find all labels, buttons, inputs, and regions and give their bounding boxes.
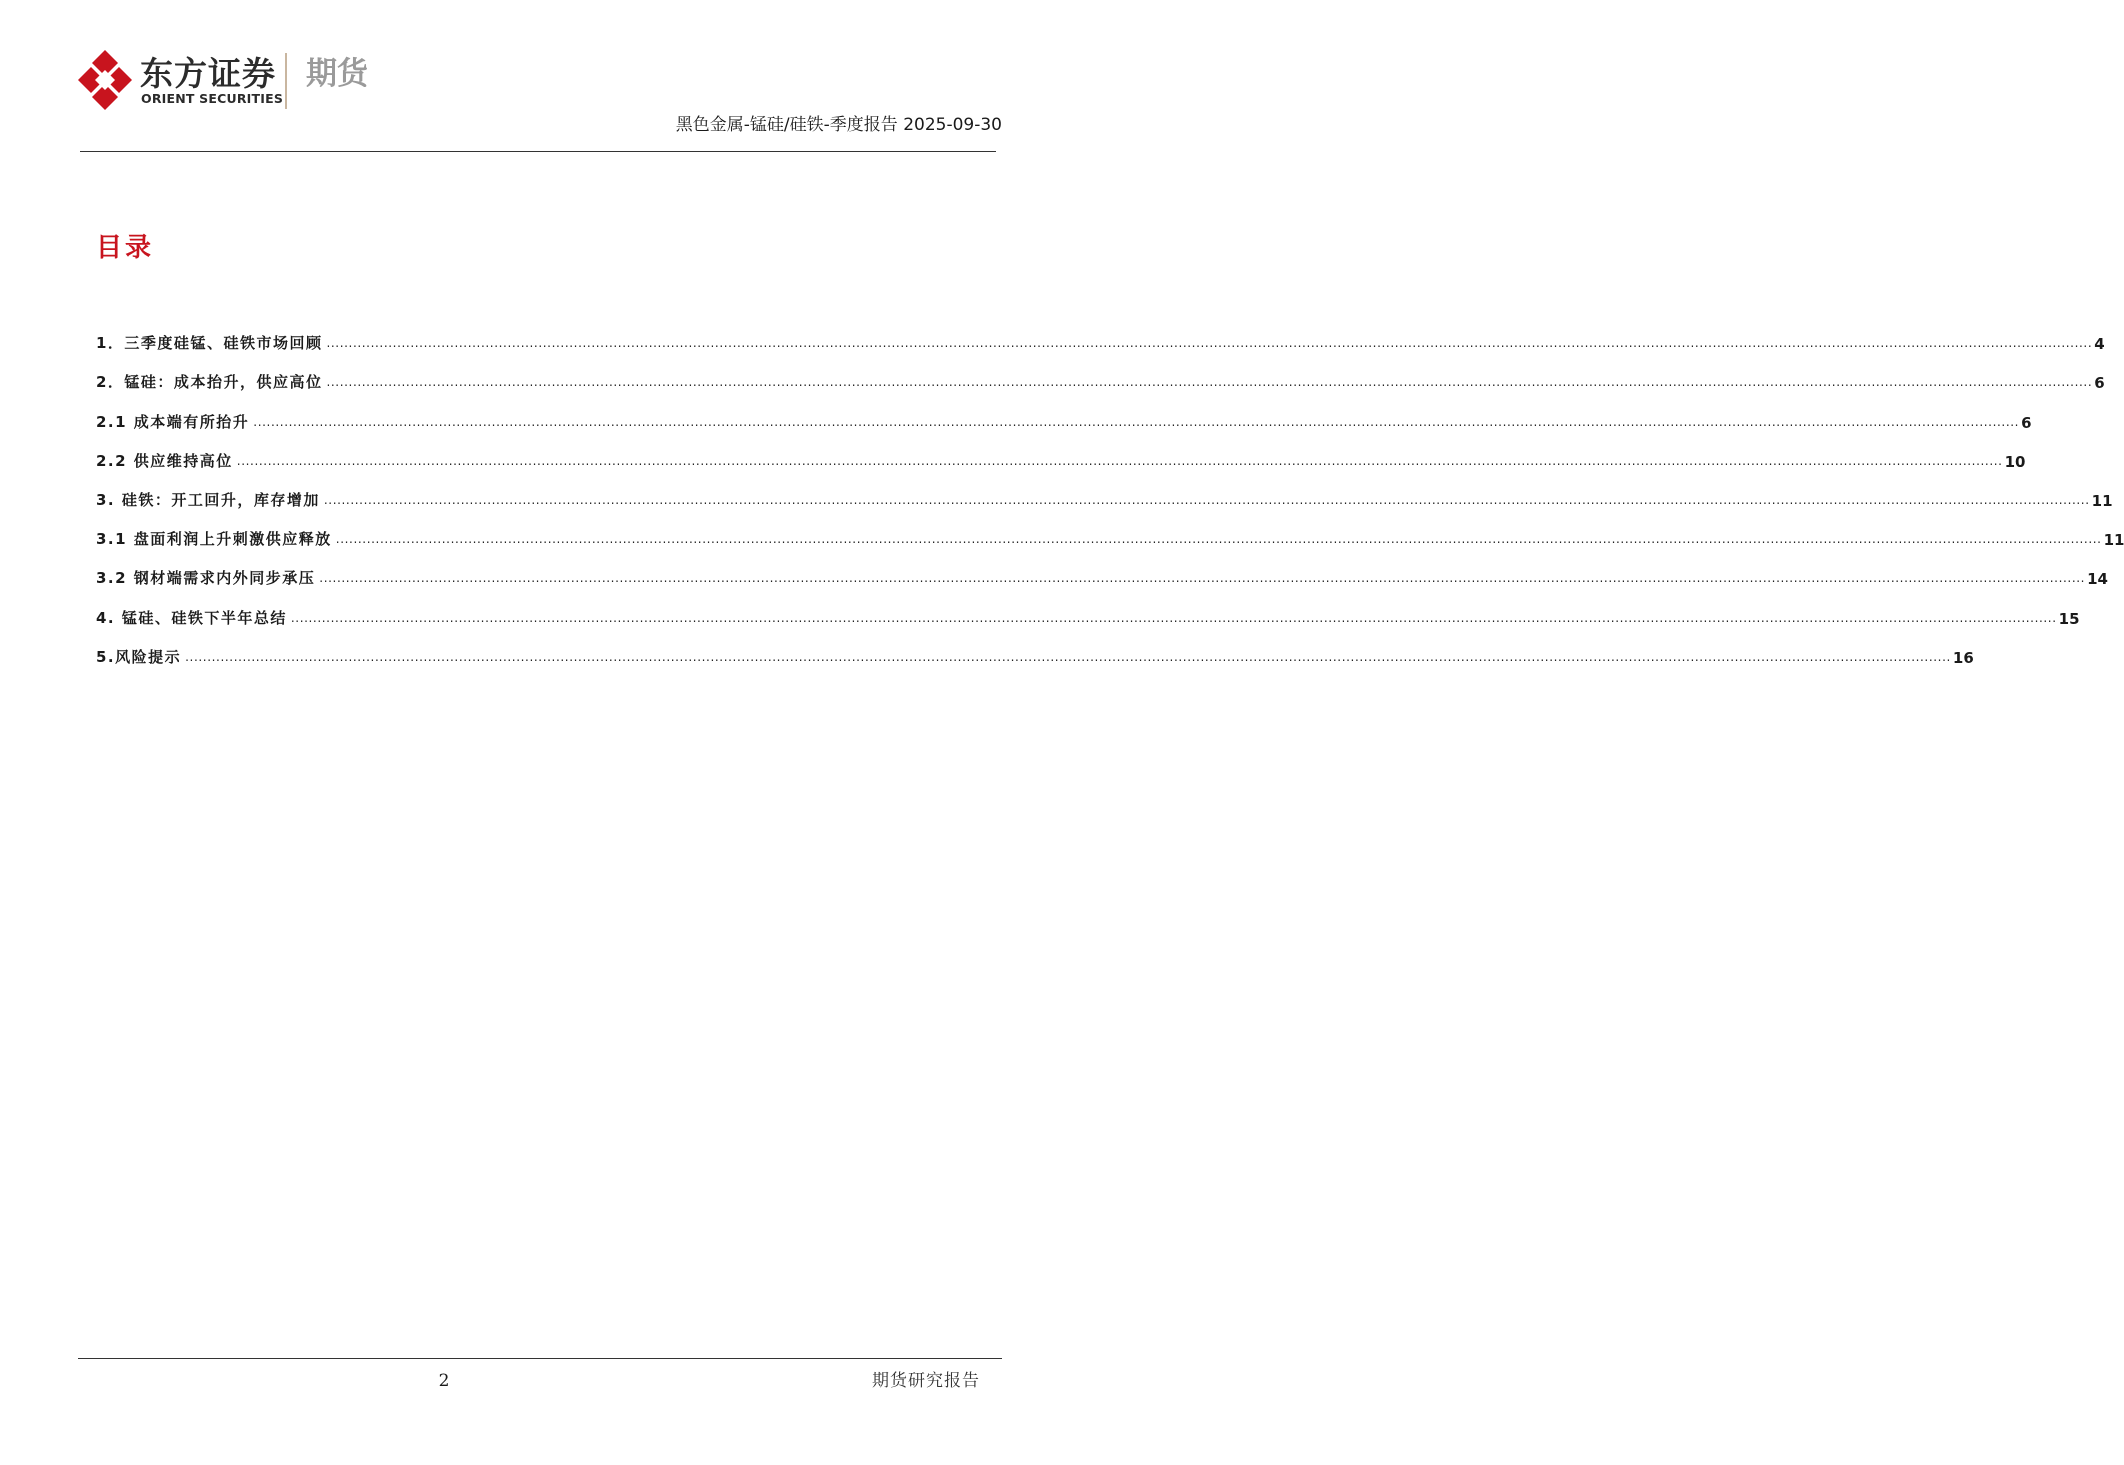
toc-entry-label: 3. 硅铁：开工回升，库存增加 xyxy=(96,490,320,509)
toc-leader-dots: ................................................................................................................................................................................................................................................................................................................................................................................................................ xyxy=(326,375,2093,390)
toc-entry-label: 2.1 成本端有所抬升 xyxy=(96,412,250,431)
toc-entry-label: 5.风险提示 xyxy=(96,647,182,666)
toc-list xyxy=(96,314,2124,667)
toc-entry[interactable] xyxy=(96,392,2032,432)
brand-section: 期货 xyxy=(306,56,368,92)
toc-leader-dots: ................................................................................................................................................................................................................................................................................................................................................................................................................ xyxy=(290,610,2057,625)
header-rule xyxy=(80,151,996,152)
toc-leader-dots: ................................................................................................................................................................................................................................................................................................................................................................................................................ xyxy=(326,336,2093,351)
toc-leader-dots: ................................................................................................................................................................................................................................................................................................................................................................................................................ xyxy=(236,453,2003,468)
toc-entry[interactable] xyxy=(96,510,2124,550)
toc-entry-page: 6 xyxy=(2094,374,2105,393)
toc-entry-page: 6 xyxy=(2021,413,2032,432)
toc-leader-dots: ................................................................................................................................................................................................................................................................................................................................................................................................................ xyxy=(335,532,2102,547)
footer-rule xyxy=(78,1358,1002,1359)
toc-entry-label: 2．锰硅：成本抬升，供应高位 xyxy=(96,373,323,392)
toc-leader-dots: ................................................................................................................................................................................................................................................................................................................................................................................................................ xyxy=(323,492,2090,507)
brand-name-en: ORIENT SECURITIES xyxy=(141,91,284,106)
toc-entry[interactable] xyxy=(96,628,1974,667)
toc-leader-dots: ................................................................................................................................................................................................................................................................................................................................................................................................................ xyxy=(185,649,1951,664)
toc-entry[interactable] xyxy=(96,314,2105,354)
toc-entry-page: 4 xyxy=(2094,335,2105,354)
brand-name-cn: 东方证券 xyxy=(140,54,276,93)
toc-entry-label: 3.2 钢材端需求内外同步承压 xyxy=(96,569,316,588)
brand-divider xyxy=(285,53,287,109)
footer-label: 期货研究报告 xyxy=(872,1371,980,1391)
toc-entry-page: 16 xyxy=(1952,648,1974,667)
toc-entry[interactable] xyxy=(96,353,2105,393)
report-tag: 黑色金属-锰硅/硅铁-季度报告 2025-09-30 xyxy=(675,115,1002,135)
orient-securities-logo-icon xyxy=(78,50,132,110)
toc-entry-page: 10 xyxy=(2004,452,2026,471)
toc-entry[interactable] xyxy=(96,549,2108,589)
toc-leader-dots: ................................................................................................................................................................................................................................................................................................................................................................................................................ xyxy=(253,414,2020,429)
toc-entry-label: 2.2 供应维持高位 xyxy=(96,451,233,470)
toc-entry-label: 1．三季度硅锰、硅铁市场回顾 xyxy=(96,334,323,353)
toc-entry-label: 4. 锰硅、硅铁下半年总结 xyxy=(96,608,287,627)
toc-entry[interactable] xyxy=(96,588,2080,628)
toc-entry[interactable] xyxy=(96,432,2026,471)
toc-leader-dots: ................................................................................................................................................................................................................................................................................................................................................................................................................ xyxy=(319,571,2086,586)
toc-title: 目录 xyxy=(96,233,155,263)
toc-entry-label: 3.1 盘面利润上升刺激供应释放 xyxy=(96,530,332,549)
toc-entry-page: 14 xyxy=(2087,570,2108,589)
toc-entry-page: 11 xyxy=(2091,491,2113,510)
toc-entry-page: 15 xyxy=(2058,609,2080,628)
page-number: 2 xyxy=(438,1371,450,1391)
toc-entry[interactable] xyxy=(96,471,2113,510)
toc-entry-page: 11 xyxy=(2103,531,2124,550)
